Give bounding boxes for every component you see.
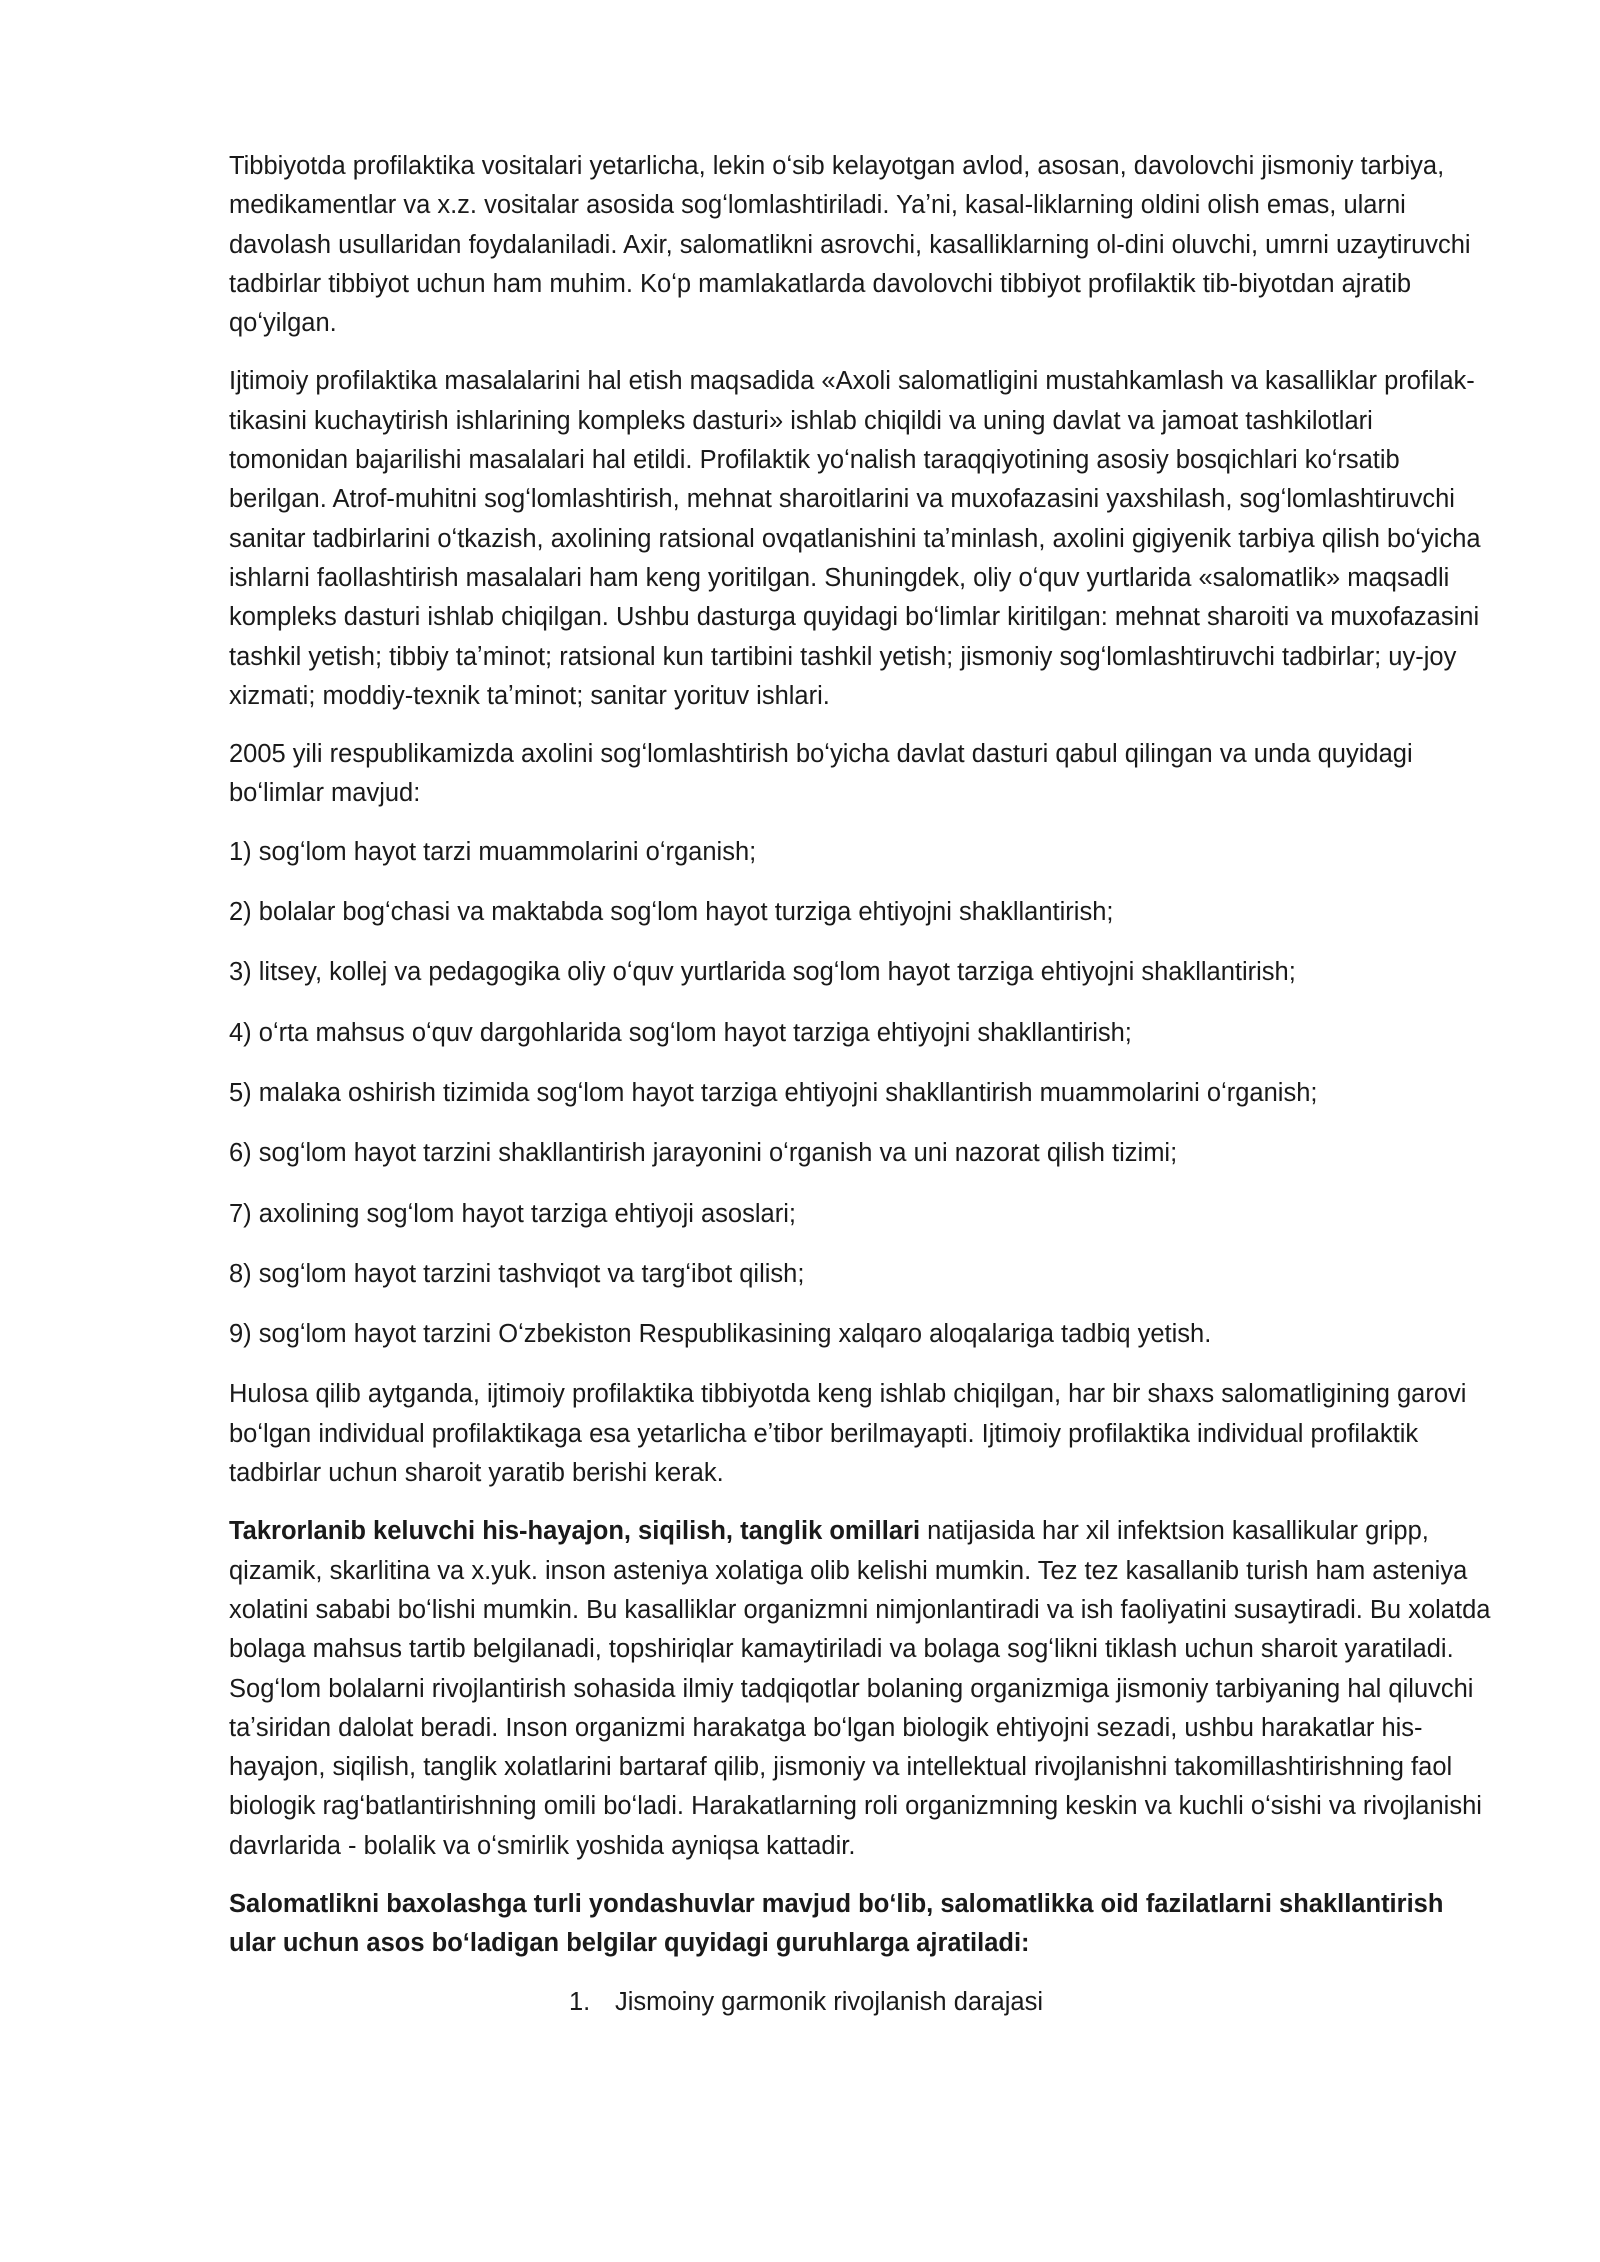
- paragraph-profilaktika: Tibbiyotda profilaktika vositalari yetarlicha, lekin oʻsib kelayotgan avlod, asosan, davolovchi jismoniy tarbiya, medikamentlar va x.z. vositalar asosida sogʻlomlashtiriladi. Yaʼni, kasal-liklarning oldini olish emas, ularni davolash usullaridan foydalaniladi. Axir, salomatlikni asrovchi, kasalliklarning ol-dini oluvchi, umrni uzaytiruvchi tadbirlar tibbiyot uchun ham muhim. Koʻp mamlakatlarda davolovchi tibbiyot profilaktik tib-biyotdan ajratib qoʻyilgan.: [229, 152, 1471, 338]
- program-section-item: 2) bolalar bogʻchasi va maktabda sogʻlom hayot turziga ehtiyojni shakllantirish;: [229, 898, 1114, 927]
- program-section-item: 7) axolining sogʻlom hayot tarziga ehtiyoji asoslari;: [229, 1199, 796, 1228]
- program-section-item: 5) malaka oshirish tizimida sogʻlom hayot tarziga ehtiyojni shakllantirish muammolarini oʻrganish;: [229, 1078, 1318, 1107]
- paragraph-davlat-dasturi: 2005 yili respublikamizda axolini sogʻlomlashtirish boʻyicha davlat dasturi qabul qilingan va unda quyidagi boʻlimlar mavjud:: [229, 740, 1413, 808]
- program-section-item: 6) sogʻlom hayot tarzini shakllantirish jarayonini oʻrganish va uni nazorat qilish tizimi;: [229, 1139, 1178, 1168]
- bold-lead-phrase: Takrorlanib keluvchi his-hayajon, siqilish, tanglik omillari: [229, 1517, 921, 1546]
- paragraph-ijtimoiy-profilaktika: Ijtimoiy profilaktika masalalarini hal etish maqsadida «Axoli salomatligini mustahkamlash va kasalliklar profilak-tikasini kuchaytirish ishlarining kompleks dasturi» ishlab chiqildi va uning davlat va jamoat tashkilotlari tomonidan bajarilishi masalalari hal etildi. Profilaktik yoʻnalish taraqqiyotining asosiy bosqichlari koʻrsatib berilgan. Atrof-muhitni sogʻlomlashtirish, mehnat sharoitlarini va muxofazasini yaxshilash, sogʻlomlashtiruvchi sanitar tadbirlarini oʻtkazish, axolining ratsional ovqatlanishini taʼminlash, axolini gigiyenik tarbiya qilish boʻyicha ishlarni faollashtirish masalalari ham keng yoritilgan. Shuningdek, oliy oʻquv yurtlarida «salomatlik» maqsadli kompleks dasturi ishlab chiqilgan. Ushbu dasturga quyidagi boʻlimlar kiritilgan: mehnat sharoiti va muxofazasini tashkil yetish; tibbiy taʼminot; ratsional kun tartibini tashkil yetish; jismoniy sogʻlomlashtiruvchi tadbirlar; uy-joy xizmati; moddiy-texnik taʼminot; sanitar yorituv ishlari.: [229, 367, 1481, 710]
- paragraph-stress-factors: [229, 1512, 1491, 1866]
- paragraph-health-assessment: Salomatlikni baxolashga turli yondashuvlar mavjud boʻlib, salomatlikka oid fazilatlarni shakllantirish ular uchun asos boʻladigan belgilar quyidagi guruhlarga ajratiladi:: [229, 1889, 1444, 1958]
- program-section-item: 1) sogʻlom hayot tarzi muammolarini oʻrganish;: [229, 837, 757, 866]
- program-section-item: 8) sogʻlom hayot tarzini tashviqot va targʻibot qilish;: [229, 1259, 805, 1288]
- list-item-number: 1.: [569, 1987, 591, 2016]
- numbered-list: [569, 1983, 1600, 2022]
- document-page: [229, 147, 1491, 2022]
- paragraph-body: natijasida har xil infektsion kasallikular gripp, qizamik, skarlitina va x.yuk. inson asteniya xolatiga olib kelishi mumkin. Tez tez kasallanib turish ham asteniya xolatini sababi boʻlishi mumkin. Bu kasalliklar organizmni nimjonlantiradi va ish faoliyatini susaytiradi. Bu xolatda bolaga mahsus tartib belgilanadi, topshiriqlar kamaytiriladi va bolaga sogʻlikni tiklash uchun sharoit yaratiladi. Sogʻlom bolalarni rivojlantirish sohasida ilmiy tadqiqotlar bolaning organizmiga jismoniy tarbiyaning hal qiluvchi taʼsiridan dalolat beradi. Inson organizmi harakatga boʻlgan biologik ehtiyojni sezadi, ushbu harakatlar his-hayajon, siqilish, tanglik xolatlarini bartaraf qilib, jismoniy va intellektual rivojlanishni takomillashtirishning faol biologik ragʻbatlantirishning omili boʻladi. Harakatlarning roli organizmning keskin va kuchli oʻsishi va rivojlanishi davrlarida - bolalik va oʻsmirlik yoshida ayniqsa kattadir.: [229, 1517, 1491, 1860]
- program-section-item: 3) litsey, kollej va pedagogika oliy oʻquv yurtlarida sogʻlom hayot tarziga ehtiyojni shakllantirish;: [229, 958, 1296, 987]
- program-section-item: 4) oʻrta mahsus oʻquv dargohlarida sogʻlom hayot tarziga ehtiyojni shakllantirish;: [229, 1018, 1132, 1047]
- list-item-text: Jismoiny garmonik rivojlanish darajasi: [615, 1987, 1043, 2016]
- program-section-item: 9) sogʻlom hayot tarzini Oʻzbekiston Respublikasining xalqaro aloqalariga tadbiq yetish.: [229, 1320, 1212, 1349]
- paragraph-conclusion: Hulosa qilib aytganda, ijtimoiy profilaktika tibbiyotda keng ishlab chiqilgan, har bir shaxs salomatligining garovi boʻlgan individual profilaktikaga esa yetarlicha eʼtibor berilmayapti. Ijtimoiy profilaktika individual profilaktik tadbirlar uchun sharoit yaratib berishi kerak.: [229, 1380, 1467, 1488]
- list-item: [569, 1983, 1600, 2022]
